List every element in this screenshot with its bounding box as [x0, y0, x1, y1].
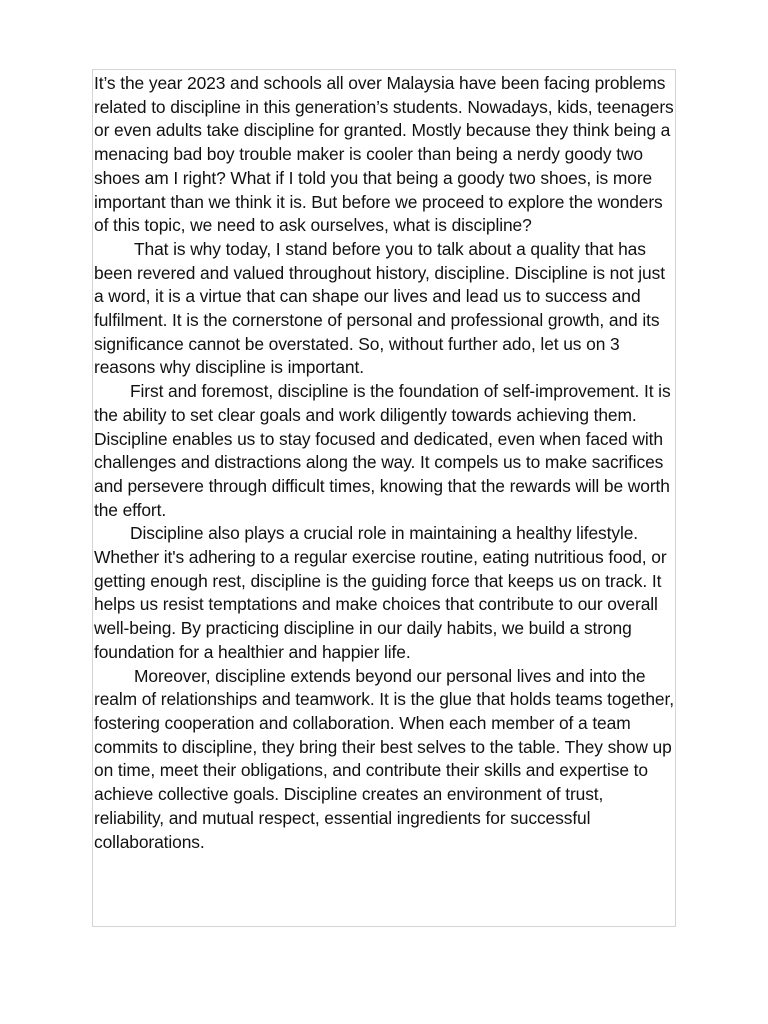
- text-frame: [92, 69, 676, 927]
- paragraph-intro: It’s the year 2023 and schools all over Malaysia have been facing problems related to discipline in this generation’s students. Nowadays, kids, teenagers or even adults take discipline for granted. Mostly because they think being a menacing bad boy trouble maker is cooler than being a nerdy goody two shoes am I right? What if I told you that being a goody two shoes, is more important than we think it is. But before we proceed to explore the wonders of this topic, we need to ask ourselves, what is discipline?: [94, 73, 674, 236]
- paragraph-purpose: That is why today, I stand before you to talk about a quality that has been revered and valued throughout history, discipline. Discipline is not just a word, it is a virtue that can shape our lives and lead us to success and fulfilment. It is the cornerstone of personal and professional growth, and its significance cannot be overstated. So, without further ado, let us on 3 reasons why discipline is important.: [94, 238, 665, 378]
- document-body: [94, 72, 675, 854]
- paragraph-teamwork: Moreover, discipline extends beyond our personal lives and into the realm of relationships and teamwork. It is the glue that holds teams together, fostering cooperation and collaboration. When each member of a team commits to discipline, they bring their best selves to the table. They show up on time, meet their obligations, and contribute their skills and expertise to achieve collective goals. Discipline creates an environment of trust, reliability, and mutual respect, essential ingredients for successful collaborations.: [94, 665, 674, 852]
- paragraph-healthy-lifestyle: Discipline also plays a crucial role in maintaining a healthy lifestyle. Whether it's adhering to a regular exercise routine, eating nutritious food, or getting enough rest, discipline is the guiding force that keeps us on track. It helps us resist temptations and make choices that contribute to our overall well-being. By practicing discipline in our daily habits, we build a strong foundation for a healthier and happier life.: [94, 523, 667, 662]
- paragraph-self-improvement: First and foremost, discipline is the foundation of self-improvement. It is the ability to set clear goals and work diligently towards achieving them. Discipline enables us to stay focused and dedicated, even when faced with challenges and distractions along the way. It compels us to make sacrifices and persevere through difficult times, knowing that the rewards will be worth the effort.: [94, 381, 671, 520]
